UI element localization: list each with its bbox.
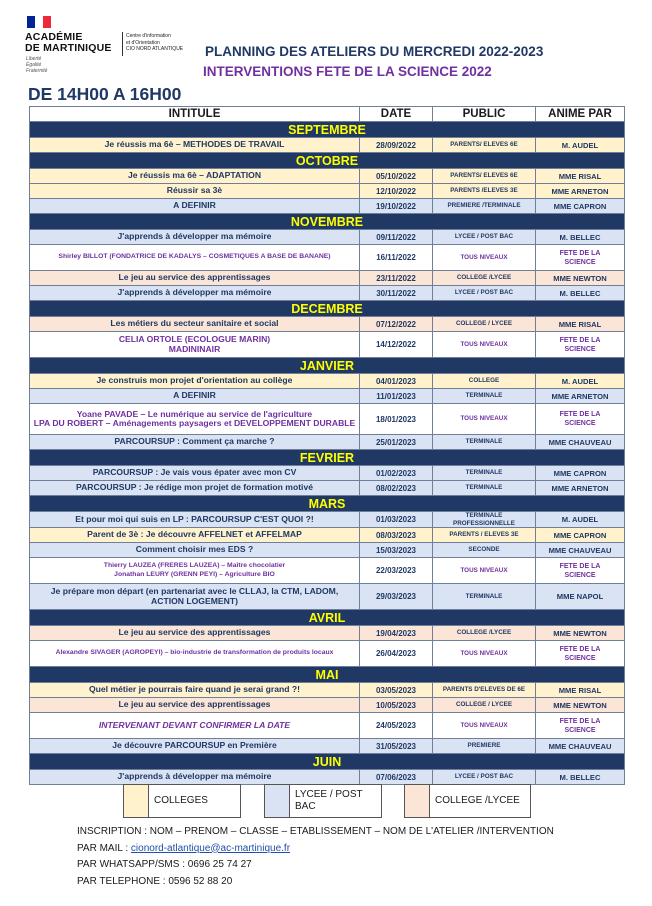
intitule-line: PARCOURSUP : Je rédige mon projet de formation motivé <box>76 482 313 493</box>
cell-anime-par <box>536 286 625 301</box>
animator-line: FETE DE LA <box>559 411 601 418</box>
cell-anime-par <box>536 739 625 754</box>
month-row-mars <box>30 496 625 512</box>
intitule-line: A DEFINIR <box>173 200 216 211</box>
table-row <box>30 558 625 584</box>
cell-public: PARENTS/ ELEVES 6E <box>433 138 536 153</box>
intitule-line: INTERVENANT DEVANT CONFIRMER LA DATE <box>98 719 291 730</box>
cell-date: 15/03/2023 <box>360 543 433 558</box>
animator-line: SCIENCE <box>564 726 596 734</box>
month-row-fevrier <box>30 450 625 466</box>
cell-anime-par <box>536 481 625 496</box>
month-label: AVRIL <box>30 610 625 626</box>
cell-anime-par <box>536 512 625 528</box>
cell-anime-par <box>536 528 625 543</box>
intitule-line: MADININAIR <box>168 343 221 354</box>
phone-line: PAR TELEPHONE : 0596 52 88 20 <box>77 875 233 887</box>
cell-public: PREMIERE <box>433 739 536 754</box>
cell-intitule <box>30 230 360 245</box>
cell-public: TOUS NIVEAUX <box>433 404 536 435</box>
table-row <box>30 199 625 214</box>
logo-line-1: ACADÉMIE <box>25 31 83 43</box>
cell-anime-par <box>536 271 625 286</box>
animator-line: M. BELLEC <box>559 232 601 242</box>
cio-line-1: Centre d'information <box>126 33 171 39</box>
legend-label <box>435 785 520 817</box>
cell-date: 25/01/2023 <box>360 435 433 450</box>
cell-public: TERMINALE PROFESSIONNELLE <box>433 512 536 528</box>
table-row <box>30 584 625 610</box>
cell-date: 19/10/2022 <box>360 199 433 214</box>
animator-line: FETE DE LA <box>559 645 601 653</box>
table-row <box>30 374 625 389</box>
contact-info <box>77 824 554 890</box>
cell-date: 26/04/2023 <box>360 641 433 667</box>
cell-public: TOUS NIVEAUX <box>433 245 536 271</box>
table-row <box>30 169 625 184</box>
animator-line: MME CHAUVEAU <box>548 741 612 751</box>
page-subtitle: INTERVENTIONS FETE DE LA SCIENCE 2022 <box>203 64 492 79</box>
month-label: DECEMBRE <box>30 301 625 317</box>
legend-label-text: COLLEGE /LYCEE <box>435 795 520 806</box>
intitule-line: Shirley BILLOT (FONDATRICE DE KADALYS – COSMETIQUES A BASE DE BANANE) <box>58 253 331 261</box>
logo-line-2: DE MARTINIQUE <box>25 42 112 54</box>
cell-public: LYCEE / POST BAC <box>433 286 536 301</box>
cell-intitule <box>30 713 360 739</box>
table-row <box>30 404 625 435</box>
logo-motto <box>26 56 47 74</box>
cell-date: 07/06/2023 <box>360 770 433 785</box>
page-title: PLANNING DES ATELIERS DU MERCREDI 2022-2023 <box>205 44 544 59</box>
cell-date: 31/05/2023 <box>360 739 433 754</box>
intitule-line: PARCOURSUP : Comment ça marche ? <box>114 436 275 447</box>
cell-public: TERMINALE <box>433 481 536 496</box>
table-row <box>30 626 625 641</box>
hours-label: DE 14H00 A 16H00 <box>28 84 182 104</box>
planning-table <box>29 106 625 785</box>
month-label: SEPTEMBRE <box>30 122 625 138</box>
intitule-line: Je prépare mon départ (en partenariat avec le CLLAJ, la CTM, LADOM, <box>50 586 339 596</box>
animator-line: MME CAPRON <box>553 201 607 211</box>
cell-intitule <box>30 543 360 558</box>
legend-swatch <box>405 785 430 817</box>
month-row-avril <box>30 610 625 626</box>
flag-stripe-white <box>35 16 43 28</box>
animator-line: MME NAPOL <box>556 592 604 601</box>
cell-public: COLLEGE <box>433 374 536 389</box>
cell-anime-par <box>536 389 625 404</box>
animator-line: FETE DE LA <box>559 336 601 344</box>
flag-stripe-red <box>43 16 51 28</box>
animator-line: MME CAPRON <box>553 468 607 478</box>
cell-anime-par <box>536 184 625 199</box>
cell-date: 19/04/2023 <box>360 626 433 641</box>
cell-intitule <box>30 641 360 667</box>
legend-item-college-lycee <box>404 784 531 818</box>
cell-anime-par <box>536 626 625 641</box>
cell-intitule <box>30 286 360 301</box>
legend-swatch <box>124 785 149 817</box>
intitule-line: Parent de 3è : Je découvre AFFELNET et AFFELMAP <box>87 529 302 540</box>
animator-line: SCIENCE <box>564 258 596 266</box>
cell-anime-par <box>536 245 625 271</box>
cell-public: TERMINALE <box>433 584 536 610</box>
cell-anime-par <box>536 713 625 739</box>
month-label: OCTOBRE <box>30 153 625 169</box>
intitule-line: Les métiers du secteur sanitaire et social <box>110 318 279 329</box>
animator-line: SCIENCE <box>564 571 596 579</box>
cell-intitule <box>30 698 360 713</box>
intitule-line: Réussir sa 3è <box>166 185 223 196</box>
intitule-line: Comment choisir mes EDS ? <box>135 544 254 555</box>
cell-date: 08/02/2023 <box>360 481 433 496</box>
cell-anime-par <box>536 683 625 698</box>
cell-date: 18/01/2023 <box>360 404 433 435</box>
cell-date: 01/03/2023 <box>360 512 433 528</box>
animator-line: MME CHAUVEAU <box>548 437 612 447</box>
column-header-public: PUBLIC <box>433 107 536 122</box>
cell-intitule <box>30 739 360 754</box>
animator-line: MME NEWTON <box>553 273 607 283</box>
table-row <box>30 683 625 698</box>
whatsapp-line: PAR WHATSAPP/SMS : 0696 25 74 27 <box>77 859 252 870</box>
cell-intitule <box>30 374 360 389</box>
cell-date: 01/02/2023 <box>360 466 433 481</box>
animator-line: M. AUDEL <box>561 140 599 150</box>
month-row-janvier <box>30 358 625 374</box>
cell-date: 28/09/2022 <box>360 138 433 153</box>
cell-intitule <box>30 435 360 450</box>
cell-anime-par <box>536 435 625 450</box>
animator-line: MME NEWTON <box>553 700 607 710</box>
cell-anime-par <box>536 698 625 713</box>
intitule-line: Jonathan LEURY (GRENN PEYI) – Agriculture BIO <box>114 570 275 578</box>
month-row-novembre <box>30 214 625 230</box>
logo-title <box>25 32 112 54</box>
cio-line-3: CIO NORD ATLANTIQUE <box>126 46 184 52</box>
animator-line: SCIENCE <box>564 345 596 353</box>
cell-public: LYCEE / POST BAC <box>433 770 536 785</box>
cell-public: TOUS NIVEAUX <box>433 713 536 739</box>
cell-intitule <box>30 271 360 286</box>
intitule-line: Quel métier je pourrais faire quand je serai grand ?! <box>88 684 301 695</box>
table-row <box>30 435 625 450</box>
intitule-line: Je réussis ma 6è – ADAPTATION <box>127 170 262 181</box>
cell-intitule <box>30 528 360 543</box>
cell-date: 16/11/2022 <box>360 245 433 271</box>
intitule-line: J'apprends à développer ma mémoire <box>117 771 272 782</box>
table-row <box>30 481 625 496</box>
cell-date: 24/05/2023 <box>360 713 433 739</box>
table-row <box>30 138 625 153</box>
animator-line: MME NEWTON <box>553 628 607 638</box>
cell-intitule <box>30 466 360 481</box>
table-row <box>30 641 625 667</box>
cell-anime-par <box>536 199 625 214</box>
month-row-octobre <box>30 153 625 169</box>
cell-anime-par <box>536 374 625 389</box>
cell-date: 14/12/2022 <box>360 332 433 358</box>
cell-anime-par <box>536 332 625 358</box>
intitule-line: J'apprends à développer ma mémoire <box>117 231 272 242</box>
cell-public: PARENTS / ELEVES 3E <box>433 528 536 543</box>
animator-line: MME ARNETON <box>551 483 609 493</box>
cio-line-2: et d'Orientation <box>126 39 160 46</box>
french-flag-icon <box>27 16 51 28</box>
intitule-line: Alexandre SIVAGER (AGROPEYI) – bio-industrie de transformation de produits locaux <box>55 649 334 657</box>
table-row <box>30 698 625 713</box>
intitule-line: Le jeu au service des apprentissages <box>118 272 271 283</box>
cell-public: COLLEGE /LYCEE <box>433 626 536 641</box>
month-row-juin <box>30 754 625 770</box>
cell-intitule <box>30 245 360 271</box>
cell-date: 04/01/2023 <box>360 374 433 389</box>
intitule-line: CELIA ORTOLE (ECOLOGUE MARIN) <box>118 334 271 344</box>
column-header-date: DATE <box>360 107 433 122</box>
cell-public: TOUS NIVEAUX <box>433 641 536 667</box>
motto-egalite: Égalité <box>26 62 42 68</box>
intitule-line: J'apprends à développer ma mémoire <box>117 287 272 298</box>
table-row <box>30 230 625 245</box>
cell-intitule <box>30 404 360 435</box>
table-row <box>30 739 625 754</box>
cell-anime-par <box>536 230 625 245</box>
cell-public: PREMIERE /TERMINALE <box>433 199 536 214</box>
cell-anime-par <box>536 317 625 332</box>
cell-anime-par <box>536 404 625 435</box>
intitule-line: Le jeu au service des apprentissages <box>118 699 271 710</box>
intitule-line: PARCOURSUP : Je vais vous épater avec mon CV <box>92 467 297 478</box>
motto-liberte: Liberté <box>26 56 42 62</box>
animator-line: MME RISAL <box>558 685 602 695</box>
month-row-mai <box>30 667 625 683</box>
month-label: FEVRIER <box>30 450 625 466</box>
legend-label-line-2: BAC <box>295 801 316 812</box>
cell-date: 08/03/2023 <box>360 528 433 543</box>
cell-date: 22/03/2023 <box>360 558 433 584</box>
cell-public: TERMINALE <box>433 435 536 450</box>
animator-line: MME CHAUVEAU <box>548 545 612 555</box>
legend-label <box>154 785 208 817</box>
month-label: JUIN <box>30 754 625 770</box>
cell-public: COLLEGE / LYCEE <box>433 317 536 332</box>
cell-public: COLLEGE / LYCEE <box>433 698 536 713</box>
animator-line: MME ARNETON <box>551 391 609 401</box>
cell-date: 30/11/2022 <box>360 286 433 301</box>
cell-public: TERMINALE <box>433 389 536 404</box>
month-label: NOVEMBRE <box>30 214 625 230</box>
cell-intitule <box>30 584 360 610</box>
legend-item-colleges <box>123 784 241 818</box>
cell-date: 23/11/2022 <box>360 271 433 286</box>
motto-fraternite: Fraternité <box>26 68 48 74</box>
animator-line: MME CAPRON <box>553 530 607 540</box>
cell-intitule <box>30 683 360 698</box>
intitule-line: Yoane PAVADE – Le numérique au service de l'agriculture <box>76 408 313 419</box>
logo-divider <box>122 32 123 56</box>
cell-anime-par <box>536 169 625 184</box>
animator-line: FETE DE LA <box>559 249 601 257</box>
cell-intitule <box>30 332 360 358</box>
flag-stripe-blue <box>27 16 35 28</box>
cell-anime-par <box>536 584 625 610</box>
intitule-line: LPA DU ROBERT – Aménagements paysagers et DEVELOPPEMENT DURABLE <box>33 418 356 428</box>
cell-intitule <box>30 138 360 153</box>
table-row <box>30 245 625 271</box>
table-row <box>30 543 625 558</box>
intitule-line: Je découvre PARCOURSUP en Première <box>112 740 277 751</box>
cell-anime-par <box>536 138 625 153</box>
table-body <box>30 122 625 785</box>
animator-line: M. BELLEC <box>559 772 601 782</box>
intitule-line: Je réussis ma 6è – METHODES DE TRAVAIL <box>104 139 285 150</box>
month-label: MAI <box>30 667 625 683</box>
cell-intitule <box>30 317 360 332</box>
legend-swatch <box>265 785 290 817</box>
table-row <box>30 512 625 528</box>
month-label: JANVIER <box>30 358 625 374</box>
academie-logo <box>25 12 205 82</box>
cell-public: PARENTS/ ELEVES 6E <box>433 169 536 184</box>
table-row <box>30 271 625 286</box>
cell-date: 10/05/2023 <box>360 698 433 713</box>
legend <box>123 784 533 818</box>
cell-intitule <box>30 169 360 184</box>
cell-public: TOUS NIVEAUX <box>433 558 536 584</box>
table-row <box>30 332 625 358</box>
cell-intitule <box>30 389 360 404</box>
cell-anime-par <box>536 558 625 584</box>
cell-public: SECONDE <box>433 543 536 558</box>
animator-line: M. BELLEC <box>559 288 601 298</box>
legend-label-text <box>295 789 363 813</box>
cell-public: TERMINALE <box>433 466 536 481</box>
animator-line: MME ARNETON <box>551 186 609 196</box>
table-row <box>30 184 625 199</box>
cell-date: 11/01/2023 <box>360 389 433 404</box>
cell-public: COLLEGE /LYCEE <box>433 271 536 286</box>
animator-line: FETE DE LA <box>559 562 601 570</box>
cell-intitule <box>30 512 360 528</box>
cell-anime-par <box>536 641 625 667</box>
intitule-line: Je construis mon projet d'orientation au collège <box>96 375 293 386</box>
legend-label <box>295 785 363 817</box>
month-row-decembre <box>30 301 625 317</box>
cell-date: 12/10/2022 <box>360 184 433 199</box>
cell-intitule <box>30 481 360 496</box>
cell-intitule <box>30 558 360 584</box>
table-row <box>30 317 625 332</box>
animator-line: M. AUDEL <box>561 515 599 524</box>
animator-line: FETE DE LA <box>559 717 601 725</box>
mail-line <box>77 841 554 858</box>
legend-label-text: COLLEGES <box>154 795 208 806</box>
cell-intitule <box>30 626 360 641</box>
legend-label-line-1: LYCEE / POST <box>295 789 363 800</box>
logo-cio <box>126 33 201 53</box>
animator-line: MME RISAL <box>558 319 602 329</box>
cell-intitule <box>30 770 360 785</box>
cell-date: 07/12/2022 <box>360 317 433 332</box>
cell-date: 03/05/2023 <box>360 683 433 698</box>
column-header-intitule: INTITULE <box>30 107 360 122</box>
inscription-line: INSCRIPTION : NOM – PRENOM – CLASSE – ETABLISSEMENT – NOM DE L'ATELIER /INTERVENTION <box>77 826 554 837</box>
cell-public: PARENTS /ELEVES 3E <box>433 184 536 199</box>
intitule-line: ACTION LOGEMENT) <box>151 595 238 606</box>
animator-line: MME RISAL <box>558 171 602 181</box>
cell-intitule <box>30 199 360 214</box>
legend-item-lycee <box>264 784 382 818</box>
table-row <box>30 286 625 301</box>
table-row <box>30 466 625 481</box>
intitule-line: A DEFINIR <box>173 390 216 401</box>
month-label: MARS <box>30 496 625 512</box>
mail-label: PAR MAIL : <box>77 842 131 854</box>
cell-public: LYCEE / POST BAC <box>433 230 536 245</box>
table-row <box>30 389 625 404</box>
cell-date: 05/10/2022 <box>360 169 433 184</box>
cell-anime-par <box>536 466 625 481</box>
table-header-row <box>30 107 625 122</box>
intitule-line: Et pour moi qui suis en LP : PARCOURSUP C'EST QUOI ?! <box>75 513 314 524</box>
cell-date: 29/03/2023 <box>360 584 433 610</box>
animator-line: SCIENCE <box>564 420 596 427</box>
intitule-line: Thierry LAUZEA (FRERES LAUZEA) – Maître chocolatier <box>103 562 286 569</box>
table-row <box>30 770 625 785</box>
cell-anime-par <box>536 543 625 558</box>
table-row <box>30 713 625 739</box>
table-row <box>30 528 625 543</box>
cell-public: TOUS NIVEAUX <box>433 332 536 358</box>
cell-anime-par <box>536 770 625 785</box>
mail-link[interactable]: cionord-atlantique@ac-martinique.fr <box>130 842 291 854</box>
intitule-line: Le jeu au service des apprentissages <box>118 627 271 638</box>
column-header-anime-par: ANIME PAR <box>536 107 625 122</box>
month-row-septembre <box>30 122 625 138</box>
cell-public: PARENTS D'ELEVES DE 6E <box>433 683 536 698</box>
cell-intitule <box>30 184 360 199</box>
cell-date: 09/11/2022 <box>360 230 433 245</box>
animator-line: M. AUDEL <box>561 376 599 386</box>
animator-line: SCIENCE <box>564 654 596 662</box>
